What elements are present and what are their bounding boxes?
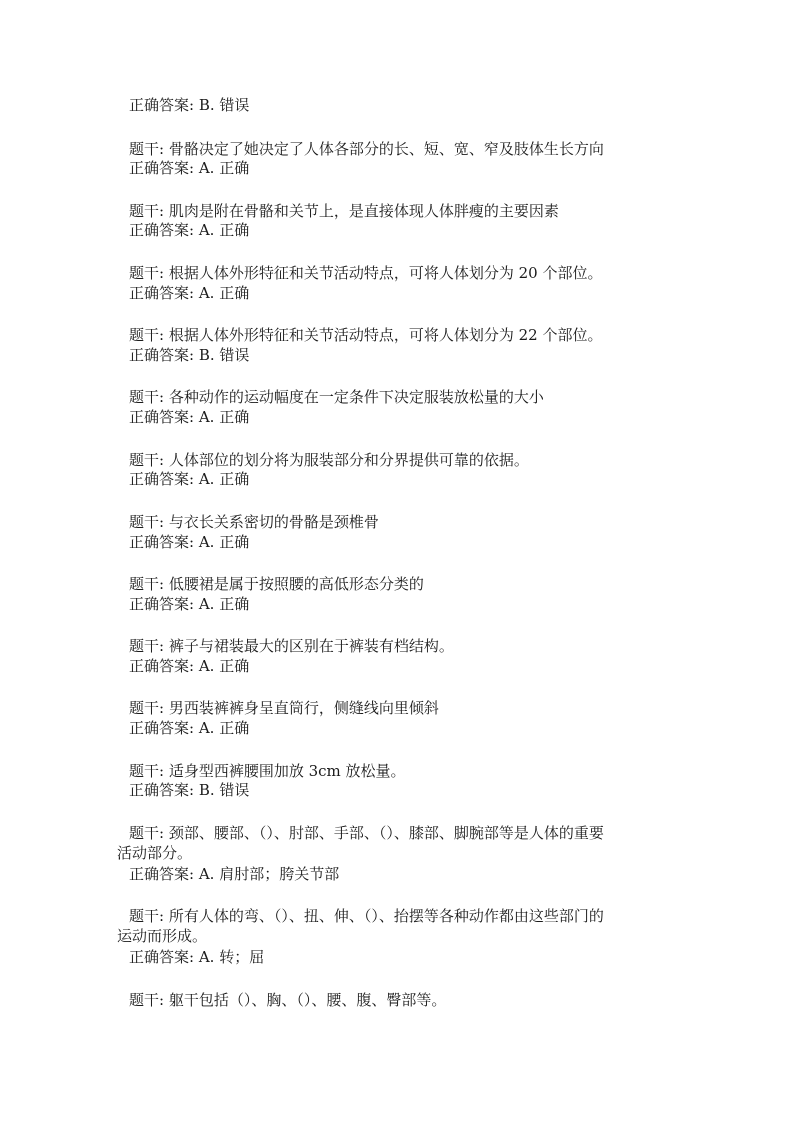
answer-line: 正确答案: A. 转；屈: [129, 948, 265, 966]
answer-line: 正确答案: A. 肩肘部；胯关节部: [129, 865, 340, 883]
question-line: 题干: 颈部、腰部、（）、肘部、手部、（）、膝部、脚腕部等是人体的重要: [129, 824, 604, 842]
question-line: 题干: 根据人体外形特征和关节活动特点，可将人体划分为 22 个部位。: [129, 326, 603, 344]
question-line: 题干: 适身型西裤腰围加放 3cm 放松量。: [129, 762, 406, 780]
answer-line: 正确答案: A. 正确: [129, 657, 250, 675]
answer-line: 正确答案: A. 正确: [129, 221, 250, 239]
answer-line: 正确答案: A. 正确: [129, 533, 250, 551]
answer-line: 正确答案: A. 正确: [129, 719, 250, 737]
question-line: 题干: 与衣长关系密切的骨骼是颈椎骨: [129, 513, 379, 531]
question-line: 题干: 所有人体的弯、（）、扭、伸、（）、抬摆等各种动作都由这些部门的: [129, 907, 604, 925]
answer-line: 正确答案: A. 正确: [129, 470, 250, 488]
question-line: 题干: 根据人体外形特征和关节活动特点，可将人体划分为 20 个部位。: [129, 264, 603, 282]
question-line: 题干: 男西装裤裤身呈直筒行，侧缝线向里倾斜: [129, 699, 439, 717]
question-continuation: 活动部分。: [117, 844, 193, 862]
question-line: 题干: 各种动作的运动幅度在一定条件下决定服装放松量的大小: [129, 388, 544, 406]
answer-line: 正确答案: A. 正确: [129, 595, 250, 613]
answer-line: 正确答案: A. 正确: [129, 408, 250, 426]
answer-line: 正确答案: A. 正确: [129, 159, 250, 177]
answer-line: 正确答案: B. 错误: [129, 781, 250, 799]
question-line: 题干: 骨骼决定了她决定了人体各部分的长、短、宽、窄及肢体生长方向: [129, 140, 604, 158]
answer-line: 正确答案: B. 错误: [129, 346, 250, 364]
answer-line: 正确答案: B. 错误: [129, 96, 250, 114]
question-line: 题干: 肌肉是附在骨骼和关节上，是直接体现人体胖瘦的主要因素: [129, 202, 559, 220]
question-line: 题干: 裤子与裙装最大的区别在于裤装有档结构。: [129, 637, 454, 655]
question-line: 题干: 人体部位的划分将为服装部分和分界提供可靠的依据。: [129, 451, 529, 469]
question-line: 题干: 躯干包括（）、胸、（）、腰、腹、臀部等。: [129, 991, 447, 1009]
question-continuation: 运动而形成。: [117, 927, 208, 945]
question-line: 题干: 低腰裙是属于按照腰的高低形态分类的: [129, 575, 424, 593]
answer-line: 正确答案: A. 正确: [129, 284, 250, 302]
